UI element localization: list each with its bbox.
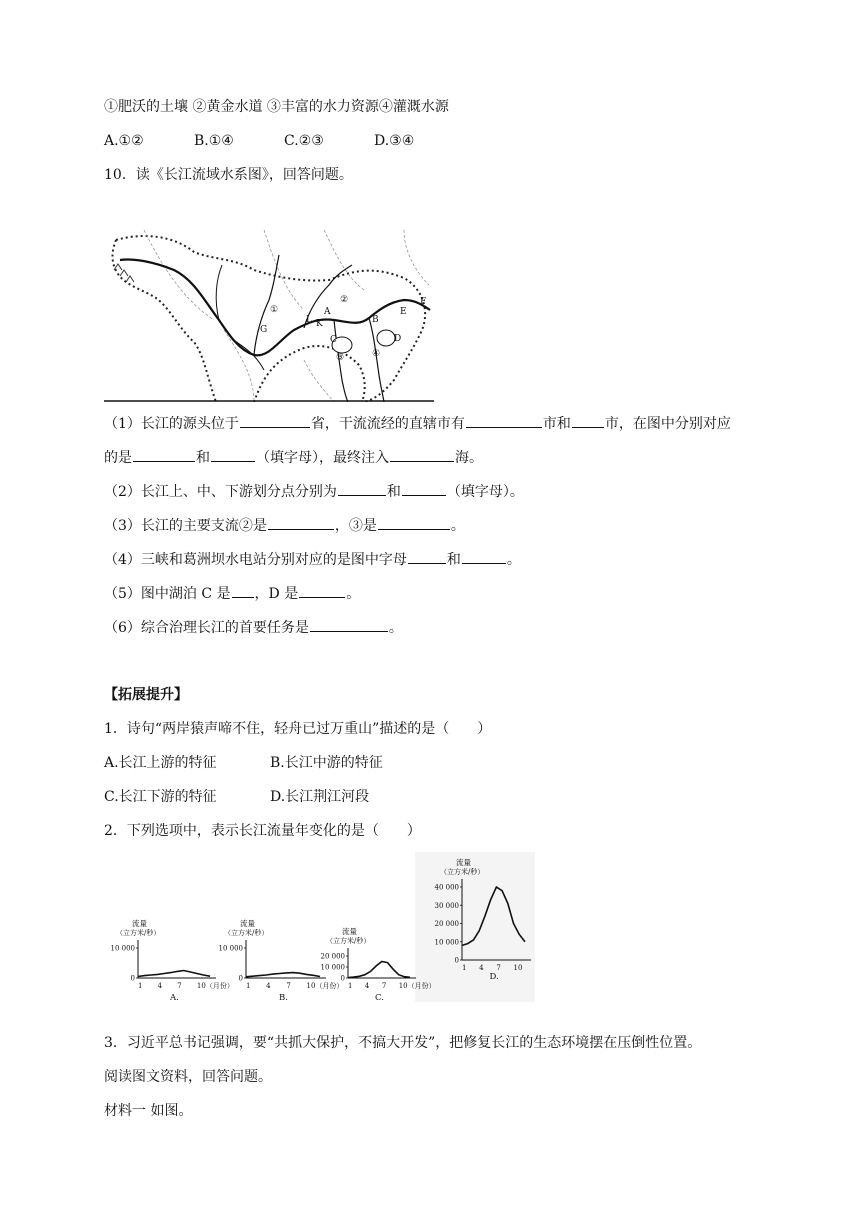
yangtze-river-map bbox=[104, 230, 434, 402]
map-label-k: K bbox=[316, 319, 323, 329]
q10-sub1-line1: （1）长江的源头位于 省，干流流经的直辖市有 市和 市，在图中分别对应 bbox=[104, 413, 731, 434]
x-tick-label: 4 bbox=[479, 964, 484, 972]
map-label-e: E bbox=[400, 307, 407, 317]
y-axis-label: 流量 bbox=[132, 919, 147, 928]
y-tick-label: 10 000 bbox=[218, 944, 243, 953]
x-tick-label: 7 bbox=[177, 982, 182, 990]
x-tick-label: 1 bbox=[138, 982, 143, 990]
y-axis-unit: （立方米/秒） bbox=[326, 937, 371, 945]
q9-option-b: B.①④ bbox=[194, 133, 234, 149]
answer-blank[interactable] bbox=[299, 583, 345, 598]
y-tick-label: 20 000 bbox=[320, 952, 345, 961]
map-label-d: D bbox=[394, 334, 402, 344]
y-axis-label: 流量 bbox=[456, 858, 471, 867]
answer-blank[interactable] bbox=[378, 515, 450, 530]
y-axis-unit: （立方米/秒） bbox=[224, 929, 269, 937]
e1-option-c: C.长江下游的特征 bbox=[104, 789, 217, 805]
q9-option-d: D.③④ bbox=[374, 133, 415, 149]
q10-sub1-line2: 的是 和 （填字母），最终注入 海。 bbox=[104, 447, 483, 468]
map-label-b: B bbox=[372, 315, 379, 325]
answer-blank[interactable] bbox=[466, 413, 542, 428]
q9-items: ①肥沃的土壤 ②黄金水道 ③丰富的水力资源④灌溉水源 bbox=[104, 99, 449, 115]
x-tick-label: 1 bbox=[462, 964, 467, 972]
e1-options-row1 bbox=[104, 753, 383, 773]
x-tick-label: 10（月份） bbox=[306, 982, 344, 990]
map-label-3: ③ bbox=[336, 353, 345, 363]
q10-sub6: （6）综合治理长江的首要任务是 。 bbox=[104, 617, 403, 638]
q10-sub4: （4）三峡和葛洲坝水电站分别对应的是图中字母 和 。 bbox=[104, 549, 521, 570]
answer-blank[interactable] bbox=[240, 413, 310, 428]
y-tick-label: 0 bbox=[340, 974, 345, 983]
q10-sub2: （2）长江上、中、下游划分点分别为 和 （填字母）。 bbox=[104, 481, 524, 502]
answer-blank[interactable] bbox=[402, 481, 446, 496]
e1-option-b: B.长江中游的特征 bbox=[270, 755, 383, 771]
x-tick-label: 4 bbox=[266, 982, 271, 990]
x-tick-label: 1 bbox=[348, 982, 353, 990]
y-tick-label: 0 bbox=[238, 974, 243, 983]
panel-label: B. bbox=[279, 993, 288, 1002]
answer-blank[interactable] bbox=[268, 515, 334, 530]
y-tick-label: 0 bbox=[130, 974, 135, 983]
y-axis-unit: （立方米/秒） bbox=[440, 868, 485, 876]
map-label-c: C bbox=[330, 335, 337, 345]
x-tick-label: 1 bbox=[246, 982, 251, 990]
map-label-2: ② bbox=[340, 295, 349, 305]
answer-blank[interactable] bbox=[462, 549, 506, 564]
map-label-4: ④ bbox=[372, 349, 381, 359]
y-axis-label: 流量 bbox=[240, 919, 255, 928]
e3-text1: 3．习近平总书记强调，要“共抓大保护，不搞大开发”，把修复长江的生态环境摆在压倒性位置。 bbox=[104, 1035, 702, 1051]
y-tick-label: 20 000 bbox=[434, 920, 459, 928]
map-label-1: ① bbox=[270, 305, 279, 315]
q10-sub3: （3）长江的主要支流②是 ，③是 。 bbox=[104, 515, 465, 536]
x-tick-label: 7 bbox=[381, 982, 387, 990]
panel-label: C. bbox=[375, 993, 384, 1002]
answer-blank[interactable] bbox=[232, 583, 254, 598]
answer-blank[interactable] bbox=[572, 413, 604, 428]
flow-charts bbox=[110, 852, 535, 1002]
e2-stem: 2．下列选项中，表示长江流量年变化的是（ ） bbox=[104, 823, 421, 839]
y-tick-label: 10 000 bbox=[320, 963, 345, 972]
q9-option-a: A.①② bbox=[104, 133, 144, 149]
map-label-l: L bbox=[306, 315, 312, 325]
e1-option-d: D.长江荆江河段 bbox=[270, 789, 370, 805]
panel-label: D. bbox=[489, 972, 499, 982]
e1-stem: 1．诗句“两岸猿声啼不住，轻舟已过万重山”描述的是（ ） bbox=[104, 721, 492, 737]
e1-options-row2 bbox=[104, 787, 369, 807]
map-label-g: G bbox=[260, 325, 268, 335]
map-label-f: F bbox=[420, 297, 427, 307]
answer-blank[interactable] bbox=[133, 447, 195, 462]
y-tick-label: 10 000 bbox=[110, 944, 135, 953]
q10-sub5: （5）图中湖泊 C 是 ，D 是 。 bbox=[104, 583, 360, 604]
answer-blank[interactable] bbox=[408, 549, 446, 564]
x-tick-label: 7 bbox=[496, 964, 501, 972]
map-label-a: A bbox=[324, 307, 331, 317]
section-title: 【拓展提升】 bbox=[104, 687, 188, 703]
x-tick-label: 7 bbox=[286, 982, 291, 990]
y-tick-label: 30 000 bbox=[434, 901, 459, 910]
panel-label: A. bbox=[170, 993, 179, 1002]
e3-text3: 材料一 如图。 bbox=[104, 1103, 193, 1119]
answer-blank[interactable] bbox=[310, 617, 388, 632]
answer-blank[interactable] bbox=[390, 447, 454, 462]
answer-blank[interactable] bbox=[338, 481, 386, 496]
q9-options bbox=[104, 131, 414, 151]
x-tick-label: 10（月份） bbox=[196, 982, 234, 990]
e1-option-a: A.长江上游的特征 bbox=[104, 755, 217, 771]
x-tick-label: 10 bbox=[513, 964, 523, 972]
y-tick-label: 40 000 bbox=[434, 883, 459, 892]
e3-text2: 阅读图文资料，回答问题。 bbox=[104, 1069, 272, 1085]
y-axis-label: 流量 bbox=[342, 927, 357, 936]
q9-option-c: C.②③ bbox=[284, 133, 324, 149]
y-tick-label: 0 bbox=[454, 956, 459, 965]
answer-blank[interactable] bbox=[211, 447, 255, 462]
x-tick-label: 4 bbox=[157, 982, 163, 990]
y-axis-unit: （立方米/秒） bbox=[116, 929, 161, 937]
x-tick-label: 10（月份） bbox=[398, 982, 436, 990]
y-tick-label: 10 000 bbox=[434, 938, 459, 947]
x-tick-label: 4 bbox=[364, 982, 370, 990]
q10-stem: 10．读《长江流域水系图》，回答问题。 bbox=[104, 167, 353, 183]
